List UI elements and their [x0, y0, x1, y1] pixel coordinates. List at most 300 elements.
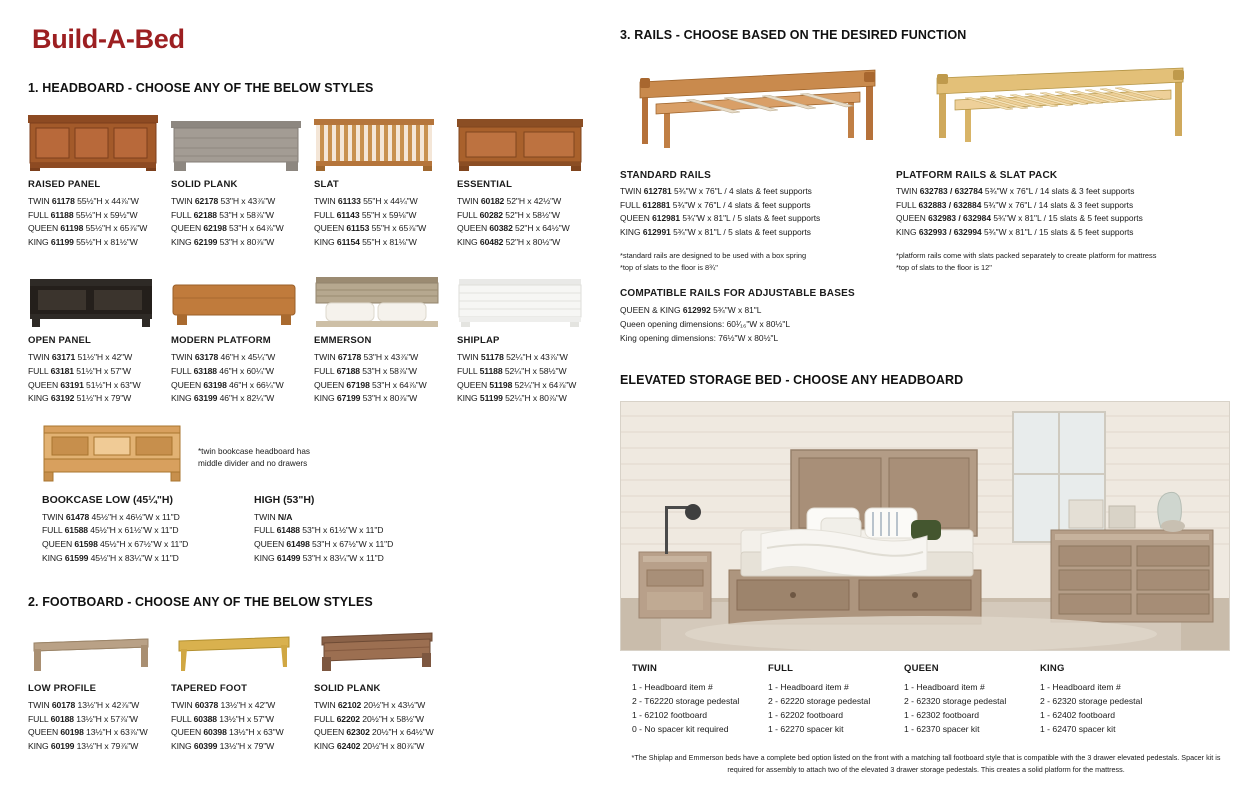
spec-sku: 61178 — [51, 196, 75, 206]
storage-config-column — [1040, 663, 1176, 737]
storage-config-item: 1 - 62470 spacer kit — [1040, 724, 1116, 735]
rail-sku: 632993 / 632994 — [918, 226, 982, 237]
spec-dimension: 45½"H x 67½"W x 11"D — [97, 538, 189, 549]
spec-sku: 60199 — [50, 740, 75, 751]
spec-line — [171, 222, 306, 236]
spec-sku: 62178 — [194, 196, 219, 206]
spec-dimension: 52"H x 80½"W — [503, 236, 561, 247]
spec-line — [28, 392, 163, 406]
spec-size: TWIN — [457, 352, 481, 363]
spec-size: TWIN — [171, 196, 195, 206]
spec-sku: 63178 — [194, 352, 219, 363]
rail-note: *platform rails come with slats packed separately to create platform for mattress — [896, 251, 1157, 261]
spec-size: QUEEN — [28, 379, 61, 390]
spec-size: TWIN — [28, 196, 52, 206]
spec-line — [457, 379, 592, 393]
spec-line — [314, 740, 449, 754]
storage-bed-photo — [620, 401, 1230, 651]
spec-dimension: 55½"H x 59½"W — [73, 209, 138, 220]
spec-dimension: 55"H x 81⅛"W — [359, 236, 417, 247]
tapered-foot-footboard — [171, 623, 306, 675]
queen-opening-dimensions: Queen opening dimensions: 60¹⁄₁₆"W x 80½"L — [620, 318, 790, 329]
spec-line — [314, 195, 449, 209]
spec-sku: 63191 — [60, 379, 84, 390]
storage-config-item: 1 - 62370 spacer kit — [904, 724, 980, 735]
rail-sku: 612781 — [643, 186, 672, 196]
rail-spec-line — [896, 226, 1232, 240]
spec-size: TWIN — [457, 196, 481, 206]
spec-dimension: 46"H x 60¼"W — [217, 365, 274, 376]
spec-sku: N/A — [277, 511, 293, 522]
bookcase-high-title: HIGH (53"H) — [254, 493, 315, 506]
spec-dimension: 13½"H x 57"W — [217, 713, 274, 724]
spec-sku: 51178 — [480, 352, 504, 363]
product-cell — [314, 623, 457, 753]
storage-config-item: 1 - 62402 footboard — [1040, 709, 1116, 720]
storage-config-item: 1 - Headboard item # — [768, 681, 849, 692]
spec-sku: 60198 — [60, 727, 84, 738]
spec-dimension: 53"H x 67½"W x 11"D — [309, 538, 394, 549]
spec-dimension: 13½"H x 79"W — [217, 740, 275, 751]
essential-headboard — [457, 109, 592, 171]
spec-dimension: 53"H x 43⅞"W — [361, 352, 419, 363]
spec-line — [457, 222, 592, 236]
rails-spec-tables — [620, 170, 1232, 274]
spec-dimension: 52¼"H x 80⅞"W — [502, 393, 567, 404]
storage-config-item: 1 - 62302 footboard — [904, 709, 980, 720]
spec-line — [314, 379, 449, 393]
left-column — [28, 24, 600, 754]
spec-line — [314, 236, 449, 250]
spec-dimension: 53"H x 80⅞"W — [360, 393, 418, 404]
rail-size: FULL — [896, 199, 919, 210]
spec-size: QUEEN — [254, 538, 287, 549]
spec-sku: 67178 — [337, 352, 362, 363]
spec-line — [254, 538, 466, 552]
spec-line — [28, 195, 163, 209]
spec-line — [457, 351, 592, 365]
right-column — [620, 28, 1232, 775]
storage-config-item: 2 - T62220 storage pedestal — [632, 695, 740, 706]
solid-plank-footboard — [314, 623, 449, 675]
storage-config-item: 1 - Headboard item # — [904, 681, 985, 692]
rail-size: KING — [896, 226, 919, 237]
spec-size: FULL — [457, 209, 480, 220]
spec-dimension: 51½"H x 42"W — [75, 352, 133, 363]
spec-size: KING — [28, 236, 51, 247]
spec-size: QUEEN — [457, 223, 490, 234]
spec-line — [28, 351, 163, 365]
rail-dimension: 5¾"W x 81"L / 15 slats & 5 feet supports — [981, 226, 1134, 237]
spec-line — [171, 392, 306, 406]
storage-config-item: 1 - Headboard item # — [1040, 681, 1121, 692]
spec-dimension: 20½"H x 58½"W — [360, 713, 424, 724]
spec-sku: 62102 — [337, 700, 362, 711]
spec-size: FULL — [171, 209, 194, 220]
spec-dimension: 13½"H x 63"W — [226, 727, 284, 738]
spec-dimension: 53"H x 83¼"W x 11"D — [300, 552, 384, 563]
product-name: ESSENTIAL — [457, 179, 513, 190]
spec-line — [171, 379, 306, 393]
spec-sku: 60178 — [51, 700, 76, 711]
spec-sku: 63192 — [50, 393, 75, 404]
spec-sku: 61153 — [346, 223, 370, 234]
spec-size: QUEEN — [171, 727, 204, 738]
spec-dimension: 53"H x 43⅞"W — [218, 196, 276, 206]
modern-platform-headboard — [171, 265, 306, 327]
spec-sku: 61588 — [64, 525, 88, 536]
spec-line — [42, 552, 254, 566]
spec-size: FULL — [28, 365, 51, 376]
bookcase-note: *twin bookcase headboard has middle divider and no drawers — [198, 446, 310, 469]
spec-line — [28, 236, 163, 250]
spec-size: QUEEN — [314, 223, 347, 234]
spec-sku: 63198 — [203, 379, 227, 390]
spec-line — [28, 740, 163, 754]
rail-size: TWIN — [896, 186, 920, 196]
spec-line — [171, 236, 306, 250]
spec-size: FULL — [42, 525, 65, 536]
product-name: SOLID PLANK — [314, 683, 381, 695]
footboard-section-heading: 2. FOOTBOARD - CHOOSE ANY OF THE BELOW STYLES — [28, 595, 373, 610]
footboard-section — [28, 595, 600, 753]
spec-line — [254, 524, 466, 538]
rail-spec-line — [896, 199, 1232, 213]
spec-dimension: 46"H x 66¼"W — [226, 379, 284, 390]
product-cell — [28, 623, 171, 753]
spec-sku: 60382 — [489, 223, 513, 234]
spec-size: TWIN — [314, 700, 338, 711]
spec-sku: 62302 — [346, 727, 370, 738]
spec-size: KING — [314, 236, 337, 247]
bookcase-spec-table — [28, 494, 600, 565]
spec-dimension: 51½"H x 79"W — [74, 393, 132, 404]
spec-size: KING — [314, 740, 337, 751]
platform-rails-column — [896, 170, 1232, 274]
spec-sku: 51198 — [489, 379, 513, 390]
spec-dimension: 53"H x 64⅞"W — [226, 223, 284, 234]
spec-line — [314, 351, 449, 365]
standard-rails-icon — [620, 52, 905, 162]
spec-dimension: 53"H x 61½"W x 11"D — [300, 525, 384, 536]
storage-bed-configuration-table — [620, 663, 1232, 737]
rail-spec-line — [896, 185, 1232, 199]
spec-size: QUEEN — [28, 727, 61, 738]
spec-size: QUEEN — [314, 727, 347, 738]
product-name: EMMERSON — [314, 335, 372, 347]
rail-note: *top of slats to the floor is 8¾" — [620, 262, 718, 272]
storage-config-size-header: QUEEN — [904, 662, 939, 674]
spec-line — [171, 351, 306, 365]
storage-section-heading: ELEVATED STORAGE BED - CHOOSE ANY HEADBOARD — [620, 372, 964, 387]
spec-sku: 60482 — [479, 236, 504, 247]
rail-dimension: 5¾"W x 81"L / 15 slats & 5 feet supports — [991, 213, 1143, 224]
product-cell — [457, 109, 600, 249]
spec-size: KING — [254, 552, 277, 563]
spec-size: FULL — [171, 713, 194, 724]
product-name: MODERN PLATFORM — [171, 335, 271, 347]
spec-sku: 67188 — [336, 365, 360, 376]
spec-dimension: 52¼"H x 58½"W — [502, 365, 567, 376]
king-opening-dimensions: King opening dimensions: 76½"W x 80½"L — [620, 332, 779, 343]
spec-size: QUEEN — [28, 223, 61, 234]
rail-size: KING — [620, 226, 643, 237]
spec-sku: 51188 — [479, 365, 503, 376]
compatible-rails-dim: 5¾"W x 81"L — [713, 304, 762, 315]
spec-line — [314, 222, 449, 236]
spec-dimension: 53"H x 58⅞"W — [217, 209, 274, 220]
storage-config-item: 2 - 62320 storage pedestal — [1040, 695, 1143, 706]
spec-line — [28, 713, 163, 727]
spec-line — [171, 713, 306, 727]
spec-size: FULL — [254, 525, 277, 536]
spec-sku: 61498 — [286, 538, 310, 549]
spec-size: FULL — [28, 209, 51, 220]
storage-config-size-header: TWIN — [632, 662, 658, 674]
spec-sku: 61199 — [50, 236, 74, 247]
rail-size: TWIN — [620, 186, 644, 196]
headboard-row-2 — [28, 265, 600, 405]
spec-line — [42, 511, 254, 525]
spec-size: FULL — [457, 365, 480, 376]
open-panel-headboard — [28, 265, 163, 327]
spec-line — [28, 365, 163, 379]
spec-dimension: 20½"H x 64½"W — [369, 727, 434, 738]
spec-line — [314, 713, 449, 727]
spec-dimension: 45½"H x 83¼"W x 11"D — [88, 552, 179, 563]
spec-line — [254, 511, 466, 525]
storage-config-item: 2 - 62220 storage pedestal — [768, 695, 871, 706]
spec-dimension: 55"H x 65⅞"W — [369, 223, 427, 234]
standard-rails-title: STANDARD RAILS — [620, 170, 711, 181]
spec-size: KING — [42, 552, 65, 563]
spec-dimension: 45½"H x 61½"W x 11"D — [88, 525, 179, 536]
product-cell — [28, 109, 171, 249]
rail-spec-line — [620, 199, 896, 213]
spec-dimension: 13½"H x 42"W — [218, 700, 276, 711]
page-title: Build-A-Bed — [32, 24, 185, 54]
spec-line — [457, 236, 592, 250]
spec-line — [28, 222, 163, 236]
rail-note: *standard rails are designed to be used with a box spring — [620, 251, 807, 261]
raised-panel-headboard — [28, 109, 163, 171]
rail-dimension: 5¾"W x 76"L / 14 slats & 3 feet supports — [981, 199, 1134, 210]
spec-size: QUEEN — [171, 223, 204, 234]
product-name: LOW PROFILE — [28, 683, 97, 695]
spec-sku: 51199 — [479, 393, 503, 404]
spec-line — [171, 740, 306, 754]
rail-size: QUEEN — [620, 213, 653, 224]
spec-dimension: 53"H x 80⅞"W — [217, 236, 275, 247]
rail-dimension: 5¾"W x 76"L / 4 slats & feet supports — [671, 186, 812, 196]
spec-sku: 61598 — [74, 538, 98, 549]
product-cell — [171, 109, 314, 249]
spec-size: KING — [314, 393, 337, 404]
spec-sku: 61599 — [64, 552, 89, 563]
platform-rails-title: PLATFORM RAILS & SLAT PACK — [896, 170, 1058, 181]
spec-line — [171, 726, 306, 740]
spec-dimension: 20½"H x 80⅞"W — [360, 740, 425, 751]
product-name: SHIPLAP — [457, 335, 500, 347]
spec-sku: 61478 — [65, 511, 90, 522]
rail-dimension: 5¾"W x 76"L / 14 slats & 3 feet supports — [982, 186, 1135, 196]
spec-size: FULL — [28, 713, 51, 724]
spec-line — [28, 209, 163, 223]
compatible-rails-line — [620, 303, 1232, 317]
rail-sku: 632883 / 632884 — [918, 199, 982, 210]
compatible-rails-sku: 612992 — [682, 304, 711, 315]
product-name: SOLID PLANK — [171, 179, 238, 190]
slat-headboard — [314, 109, 449, 171]
spec-sku: 63171 — [51, 352, 76, 363]
compatible-rails-block — [620, 288, 1232, 345]
spec-line — [457, 365, 592, 379]
spec-size: FULL — [171, 365, 194, 376]
rail-spec-line — [620, 226, 896, 240]
storage-config-size-header: KING — [1040, 662, 1065, 674]
spec-line — [171, 209, 306, 223]
spec-sku: 67198 — [346, 379, 370, 390]
spec-size: KING — [171, 393, 194, 404]
spec-sku: 62402 — [336, 740, 361, 751]
product-cell — [314, 109, 457, 249]
storage-config-item: 1 - 62202 footboard — [768, 709, 844, 720]
bookcase-low-column — [42, 494, 254, 565]
spec-dimension: 55"H x 44¼"W — [360, 196, 418, 206]
spec-size: QUEEN — [171, 379, 204, 390]
spec-line — [457, 195, 592, 209]
solid-plank-headboard — [171, 109, 306, 171]
rail-sku: 612881 — [642, 199, 671, 210]
spec-size: TWIN — [171, 352, 195, 363]
spec-size: FULL — [314, 713, 337, 724]
storage-config-item: 1 - 62270 spacer kit — [768, 724, 844, 735]
spec-size: FULL — [314, 365, 337, 376]
product-name: OPEN PANEL — [28, 335, 92, 347]
product-cell — [457, 265, 600, 405]
spec-dimension: 46"H x 45¼"W — [218, 352, 276, 363]
spec-line — [314, 209, 449, 223]
spec-line — [457, 392, 592, 406]
rail-spec-line — [620, 212, 896, 226]
spec-size: TWIN — [254, 511, 278, 522]
spec-line — [42, 524, 254, 538]
rail-sku: 632783 / 632784 — [919, 186, 983, 196]
spec-dimension: 13½"H x 42⅞"W — [75, 700, 140, 711]
spec-size: FULL — [314, 209, 337, 220]
bookcase-illustration-block — [28, 424, 600, 482]
spec-dimension: 20½"H x 43½"W — [361, 700, 426, 711]
spec-sku: 60399 — [193, 740, 218, 751]
spec-sku: 61198 — [60, 223, 84, 234]
spec-line — [42, 538, 254, 552]
spec-size: TWIN — [42, 511, 66, 522]
compatible-rails-size: QUEEN & KING — [620, 304, 681, 315]
low-profile-footboard — [28, 623, 163, 675]
spec-sku: 62198 — [203, 223, 227, 234]
spec-sku: 61133 — [337, 196, 361, 206]
spec-sku: 62199 — [193, 236, 218, 247]
spec-size: KING — [171, 740, 194, 751]
spec-dimension: 53"H x 64⅞"W — [369, 379, 427, 390]
spec-line — [28, 379, 163, 393]
spec-line — [171, 195, 306, 209]
spec-size: KING — [171, 236, 194, 247]
storage-config-item: 1 - 62102 footboard — [632, 709, 708, 720]
spec-size: KING — [457, 236, 480, 247]
spec-dimension: 55"H x 59⅛"W — [359, 209, 417, 220]
spec-sku: 62188 — [193, 209, 217, 220]
standard-rails-column — [620, 170, 896, 274]
storage-config-item: 1 - Headboard item # — [632, 681, 713, 692]
spec-line — [28, 726, 163, 740]
spec-size: KING — [28, 740, 51, 751]
storage-config-column — [904, 663, 1040, 737]
rails-section-heading: 3. RAILS - CHOOSE BASED ON THE DESIRED FUNCTION — [620, 28, 967, 42]
storage-config-column — [768, 663, 904, 737]
headboard-section-heading: 1. HEADBOARD - CHOOSE ANY OF THE BELOW STYLES — [28, 81, 374, 95]
spec-dimension: 52¼"H x 43⅞"W — [503, 352, 568, 363]
storage-config-column — [632, 663, 768, 737]
rails-illustrations — [620, 52, 1232, 162]
emmerson-headboard — [314, 265, 449, 327]
platform-rails-slat-pack-icon — [925, 52, 1210, 162]
spec-line — [314, 365, 449, 379]
rail-dimension: 5¾"W x 76"L / 4 slats & feet supports — [670, 199, 811, 210]
spec-sku: 61499 — [276, 552, 301, 563]
storage-config-size-header: FULL — [768, 662, 794, 674]
rail-size: FULL — [620, 199, 643, 210]
spec-size: TWIN — [314, 196, 338, 206]
spec-sku: 60182 — [480, 196, 505, 206]
storage-bed-footnote: *The Shiplap and Emmerson beds have a complete bed option listed on the front with a matching tall footboard style that is compatible with the 3 drawer elevated pedestals. Spacer kit is required for assembly to attach two of the elevated 3 drawer storage pedestals. This creates a solid platform for the mattress. — [631, 753, 1221, 774]
spec-dimension: 51½"H x 63"W — [83, 379, 141, 390]
spec-line — [171, 365, 306, 379]
product-name: RAISED PANEL — [28, 179, 101, 190]
spec-size: KING — [28, 393, 51, 404]
spec-dimension: 52"H x 58½"W — [503, 209, 560, 220]
spec-dimension: 55½"H x 81½"W — [73, 236, 138, 247]
spec-size: QUEEN — [314, 379, 347, 390]
footboard-row — [28, 623, 600, 753]
spec-line — [314, 392, 449, 406]
spec-dimension: 53"H x 58⅞"W — [360, 365, 417, 376]
product-cell — [171, 265, 314, 405]
product-cell — [171, 623, 314, 753]
spec-line — [314, 726, 449, 740]
spec-sku: 61154 — [336, 236, 360, 247]
spec-size: KING — [457, 393, 480, 404]
spec-sku: 61488 — [276, 525, 300, 536]
spec-sku: 60388 — [193, 713, 217, 724]
bookcase-low-title: BOOKCASE LOW (45¼"H) — [42, 493, 173, 506]
rail-size: QUEEN — [896, 213, 929, 224]
spec-sku: 60398 — [203, 727, 227, 738]
spec-size: TWIN — [28, 700, 52, 711]
bookcase-high-column — [254, 494, 466, 565]
rail-sku: 612981 — [652, 213, 681, 224]
storage-config-item: 0 - No spacer kit required — [632, 724, 729, 735]
storage-bed-section — [620, 373, 1232, 776]
headboard-row-1 — [28, 109, 600, 249]
rail-sku: 632983 / 632984 — [928, 213, 991, 224]
spec-size: QUEEN — [42, 538, 75, 549]
spec-dimension: 13½"H x 79⅞"W — [74, 740, 139, 751]
spec-sku: 61143 — [336, 209, 360, 220]
spec-sku: 60282 — [479, 209, 503, 220]
spec-sku: 61188 — [50, 209, 74, 220]
spec-size: QUEEN — [457, 379, 490, 390]
